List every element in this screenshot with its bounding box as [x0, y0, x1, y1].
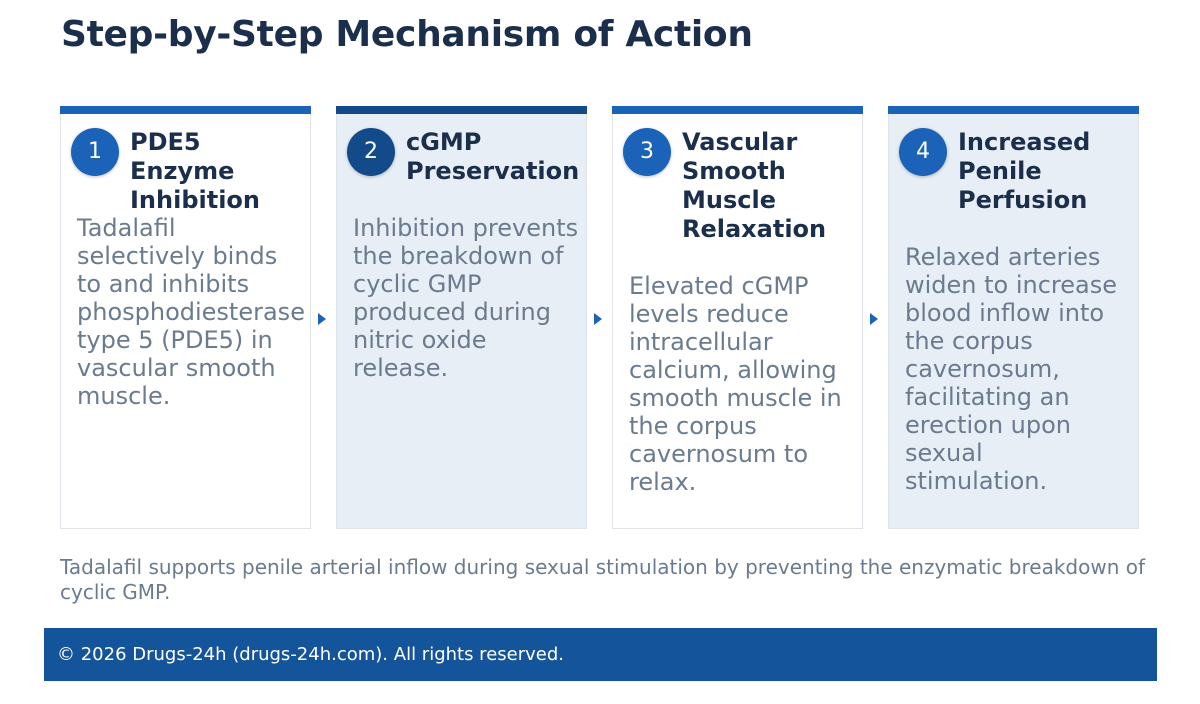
footer	[44, 628, 1157, 681]
step-card-4	[888, 106, 1139, 529]
step-title: PDE5 Enzyme Inhibition	[130, 128, 261, 214]
step-number-badge: 2	[347, 128, 395, 176]
step-card-3	[612, 106, 863, 529]
arrow-right-icon	[869, 312, 879, 326]
page-title: Step-by-Step Mechanism of Action	[61, 14, 753, 55]
step-number-badge: 4	[899, 128, 947, 176]
step-number-badge: 3	[623, 128, 671, 176]
step-description: Relaxed arteries widen to increase blood inflow into the corpus cavernosum, facilitating an erection upon sexual stimulation.	[905, 243, 1118, 495]
step-number-badge: 1	[71, 128, 119, 176]
step-title: Vascular Smooth Muscle Relaxation	[682, 128, 827, 243]
step-card-accent-bar	[612, 106, 863, 114]
copyright-text: © 2026 Drugs-24h (drugs-24h.com). All rights reserved.	[57, 644, 564, 665]
step-card-2	[336, 106, 587, 529]
step-card-accent-bar	[888, 106, 1139, 114]
step-title: Increased Penile Perfusion	[958, 128, 1091, 214]
arrow-right-icon	[317, 312, 327, 326]
step-description: Inhibition prevents the breakdown of cyclic GMP produced during nitric oxide release.	[353, 214, 579, 382]
step-title: cGMP Preservation	[406, 128, 580, 185]
summary-text: Tadalafil supports penile arterial inflow during sexual stimulation by preventing the enzymatic breakdown of cyclic GMP.	[60, 555, 1146, 604]
step-card-accent-bar	[336, 106, 587, 114]
step-description: Tadalafil selectively binds to and inhibits phosphodiesterase type 5 (PDE5) in vascular smooth muscle.	[77, 214, 305, 410]
step-card-1	[60, 106, 311, 529]
arrow-right-icon	[593, 312, 603, 326]
step-description: Elevated cGMP levels reduce intracellular calcium, allowing smooth muscle in the corpus cavernosum to relax.	[629, 272, 842, 496]
step-card-accent-bar	[60, 106, 311, 114]
